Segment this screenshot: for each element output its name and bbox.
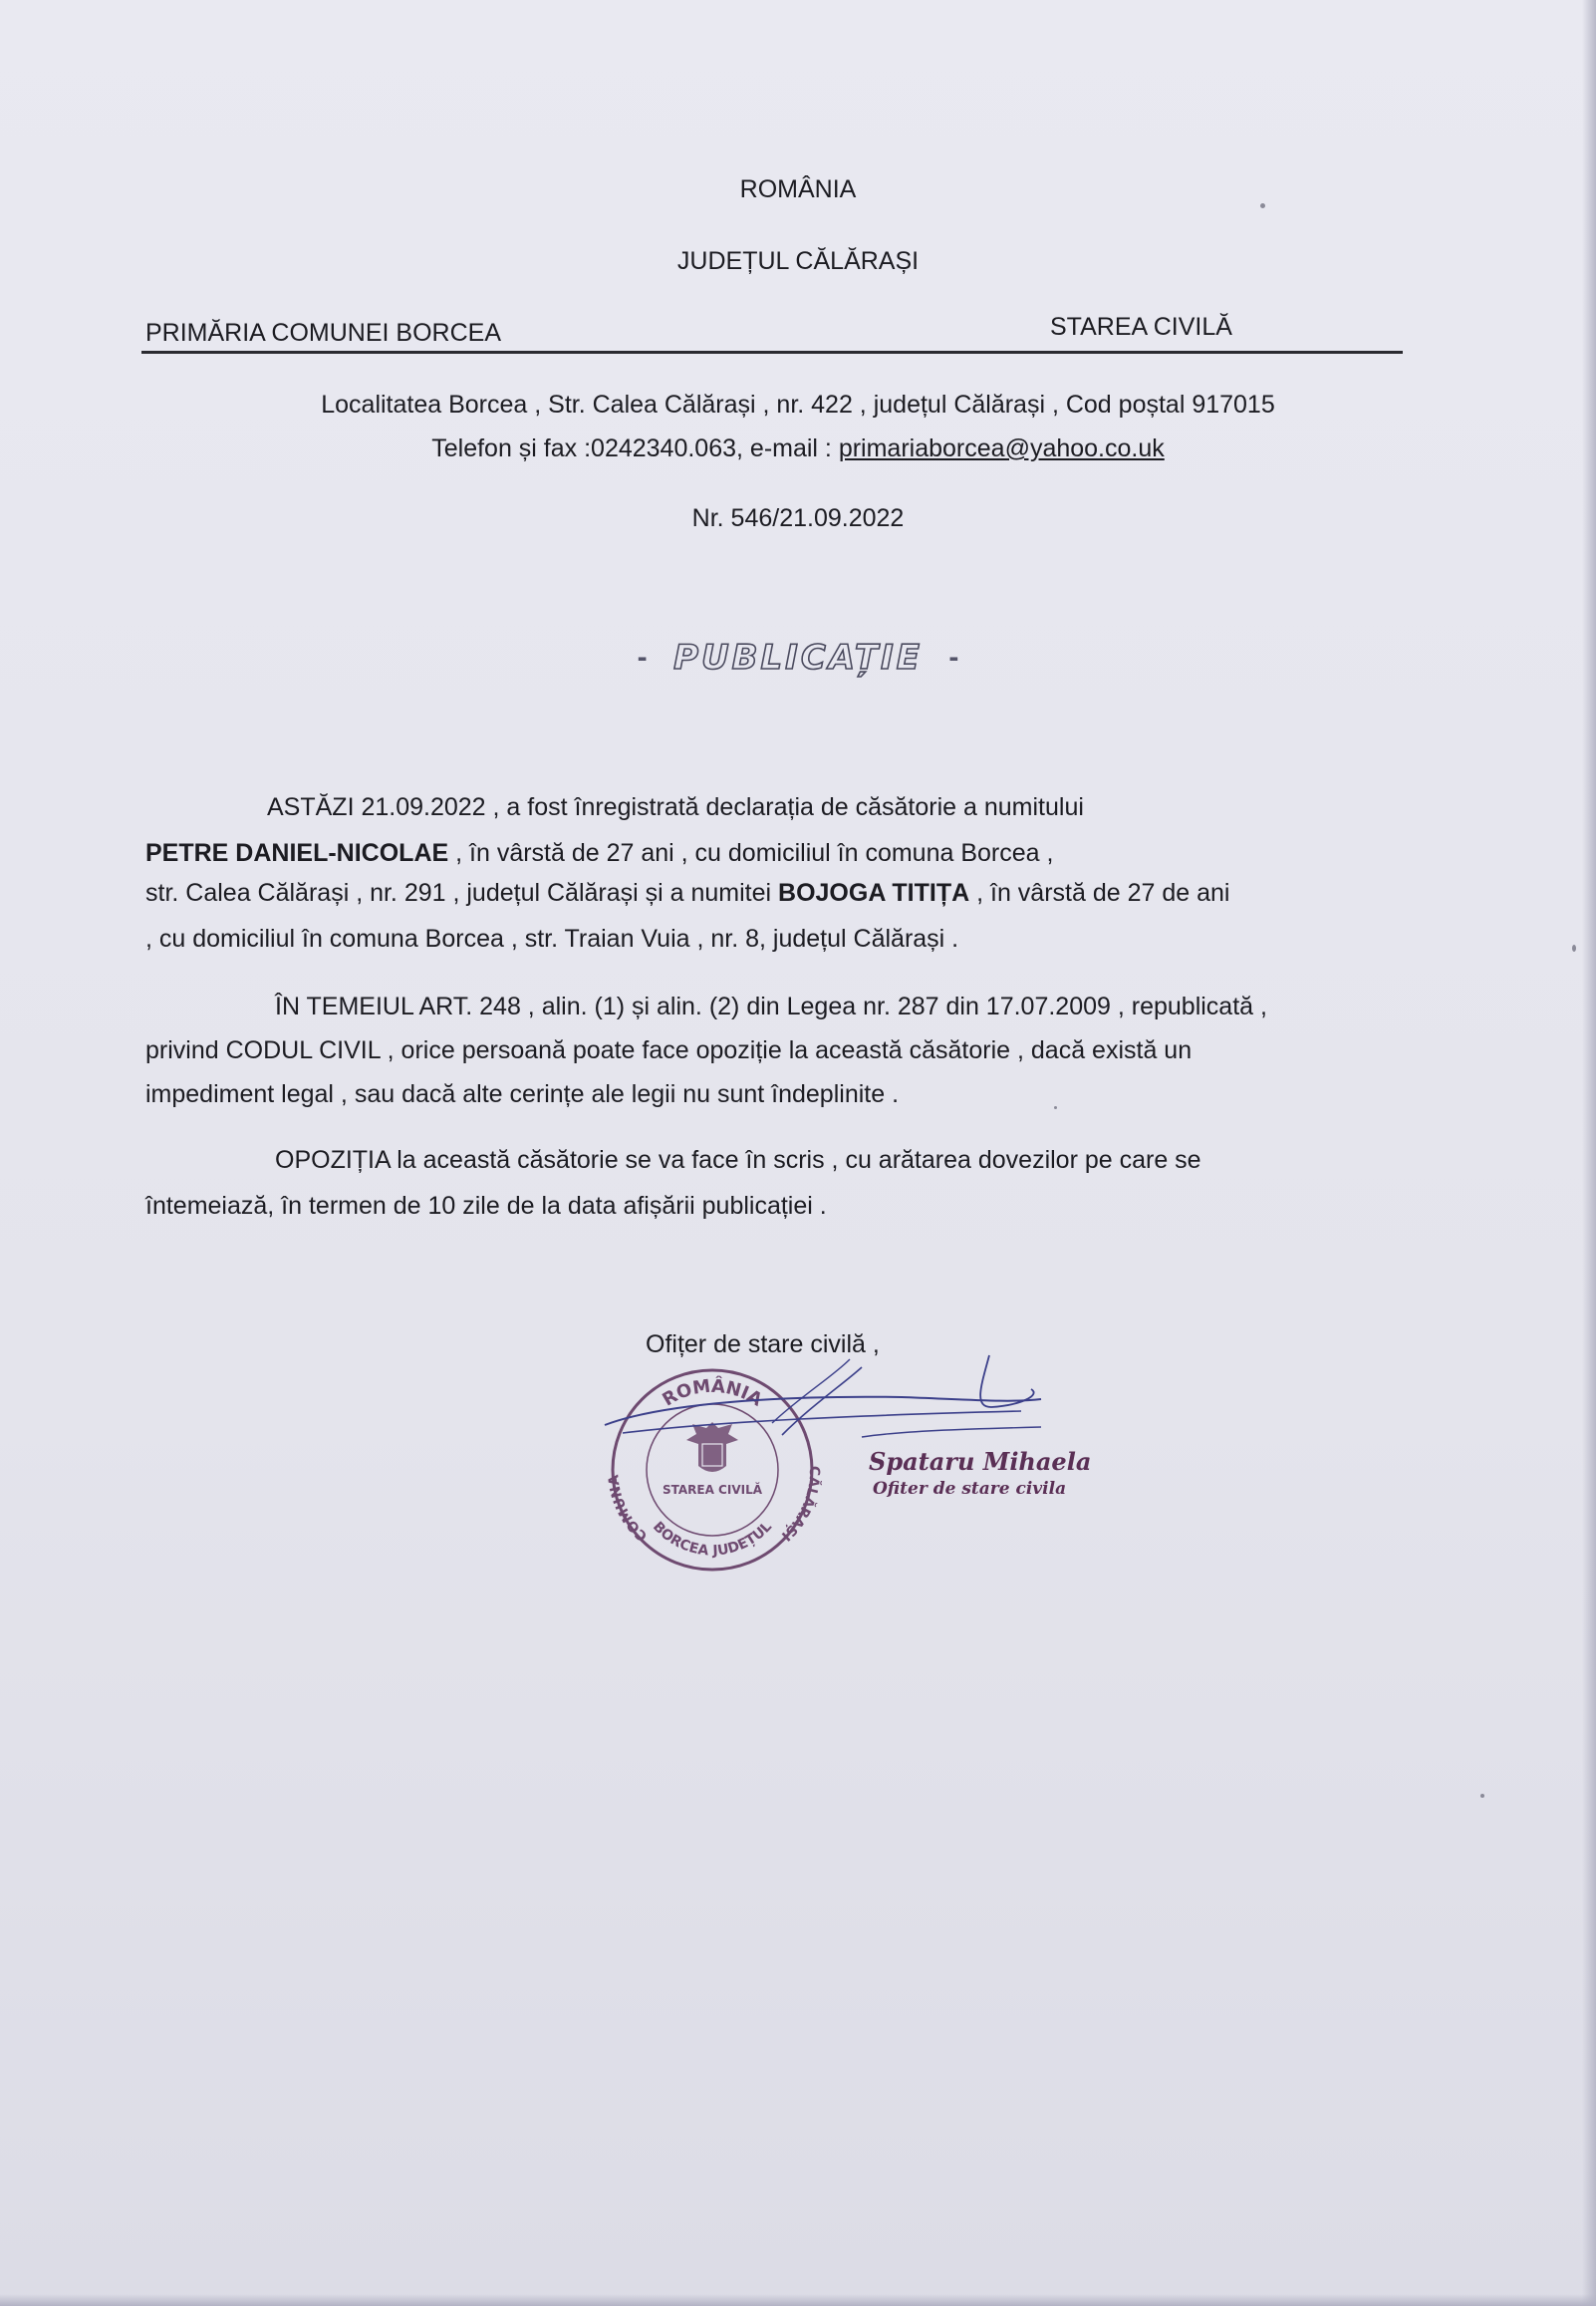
document-title [0,638,1596,678]
p1-line4: , cu domiciliul în comuna Borcea , str. Traian Vuia , nr. 8, județul Călărași . [145,925,959,953]
title-dash-right: - [948,641,959,674]
stamp-text-right: CĂLĂRAȘI [777,1465,822,1545]
header-divider [141,351,1403,354]
contact-address: Localitatea Borcea , Str. Calea Călărași , nr. 422 , județul Călărași , Cod poștal 917015 [321,391,1275,419]
p2-line3: impediment legal , sau dacă alte cerințe ale legii nu sunt îndeplinite . [145,1080,900,1108]
signature-label: Ofițer de stare civilă , [646,1330,880,1358]
stamp-text-left: COMUNA [606,1474,652,1545]
scan-edge-bottom [0,2294,1596,2306]
scan-speck [1572,945,1576,952]
scan-edge-right [1582,0,1596,2306]
p3-line2: întemeiază, în termen de 10 zile de la data afișării publicației . [145,1192,827,1220]
title-dash-left: - [637,641,648,674]
contact-email-link[interactable]: primariaborcea@yahoo.co.uk [838,434,1165,462]
p1-line2-rest: , în vârstă de 27 ani , cu domiciliul în comuna Borcea , [448,839,1054,867]
header-institution: PRIMĂRIA COMUNEI BORCEA [145,319,501,347]
p1-line2 [145,839,1053,868]
signature-name: Spataru Mihaela [869,1447,1092,1476]
header-department: STAREA CIVILĂ [1050,313,1232,341]
stamp-text-top: ROMÂNIA [659,1375,766,1411]
p1-line3 [145,879,1229,908]
p3-line1: OPOZIȚIA la această căsătorie se va face în scris , cu arătarea dovezilor pe care se [275,1146,1201,1174]
stamp-text-bottom: BORCEA JUDEȚUL [650,1519,775,1560]
p2-line2: privind CODUL CIVIL , orice persoană poate face opoziție la această căsătorie , dacă există un [145,1036,1193,1064]
bride-name: BOJOGA TITIȚA [778,879,970,907]
header-country: ROMÂNIA [739,175,857,203]
contact-phone-email [0,434,1596,463]
scan-speck [1054,1106,1057,1109]
header-county: JUDEȚUL CĂLĂRAȘI [676,247,920,275]
title-text: PUBLICAȚIE [673,638,923,678]
stamp-text-center: STAREA CIVILĂ [662,1483,763,1497]
scan-speck [1480,1794,1484,1798]
contact-phone: Telefon și fax :0242340.063, e-mail : [431,434,839,462]
groom-name: PETRE DANIEL-NICOLAE [145,839,449,867]
p1-line1: ASTĂZI 21.09.2022 , a fost înregistrată declarația de căsătorie a numitului [267,793,1084,821]
p1-line3-rest: , în vârstă de 27 de ani [969,879,1230,907]
reference-number: Nr. 546/21.09.2022 [691,504,905,532]
signature-role: Ofiter de stare civila [873,1479,1067,1499]
p1-line3-start: str. Calea Călărași , nr. 291 , județul Călărași și a numitei [145,879,779,907]
p2-line1: ÎN TEMEIUL ART. 248 , alin. (1) și alin. (2) din Legea nr. 287 din 17.07.2009 , republicată , [275,993,1267,1020]
